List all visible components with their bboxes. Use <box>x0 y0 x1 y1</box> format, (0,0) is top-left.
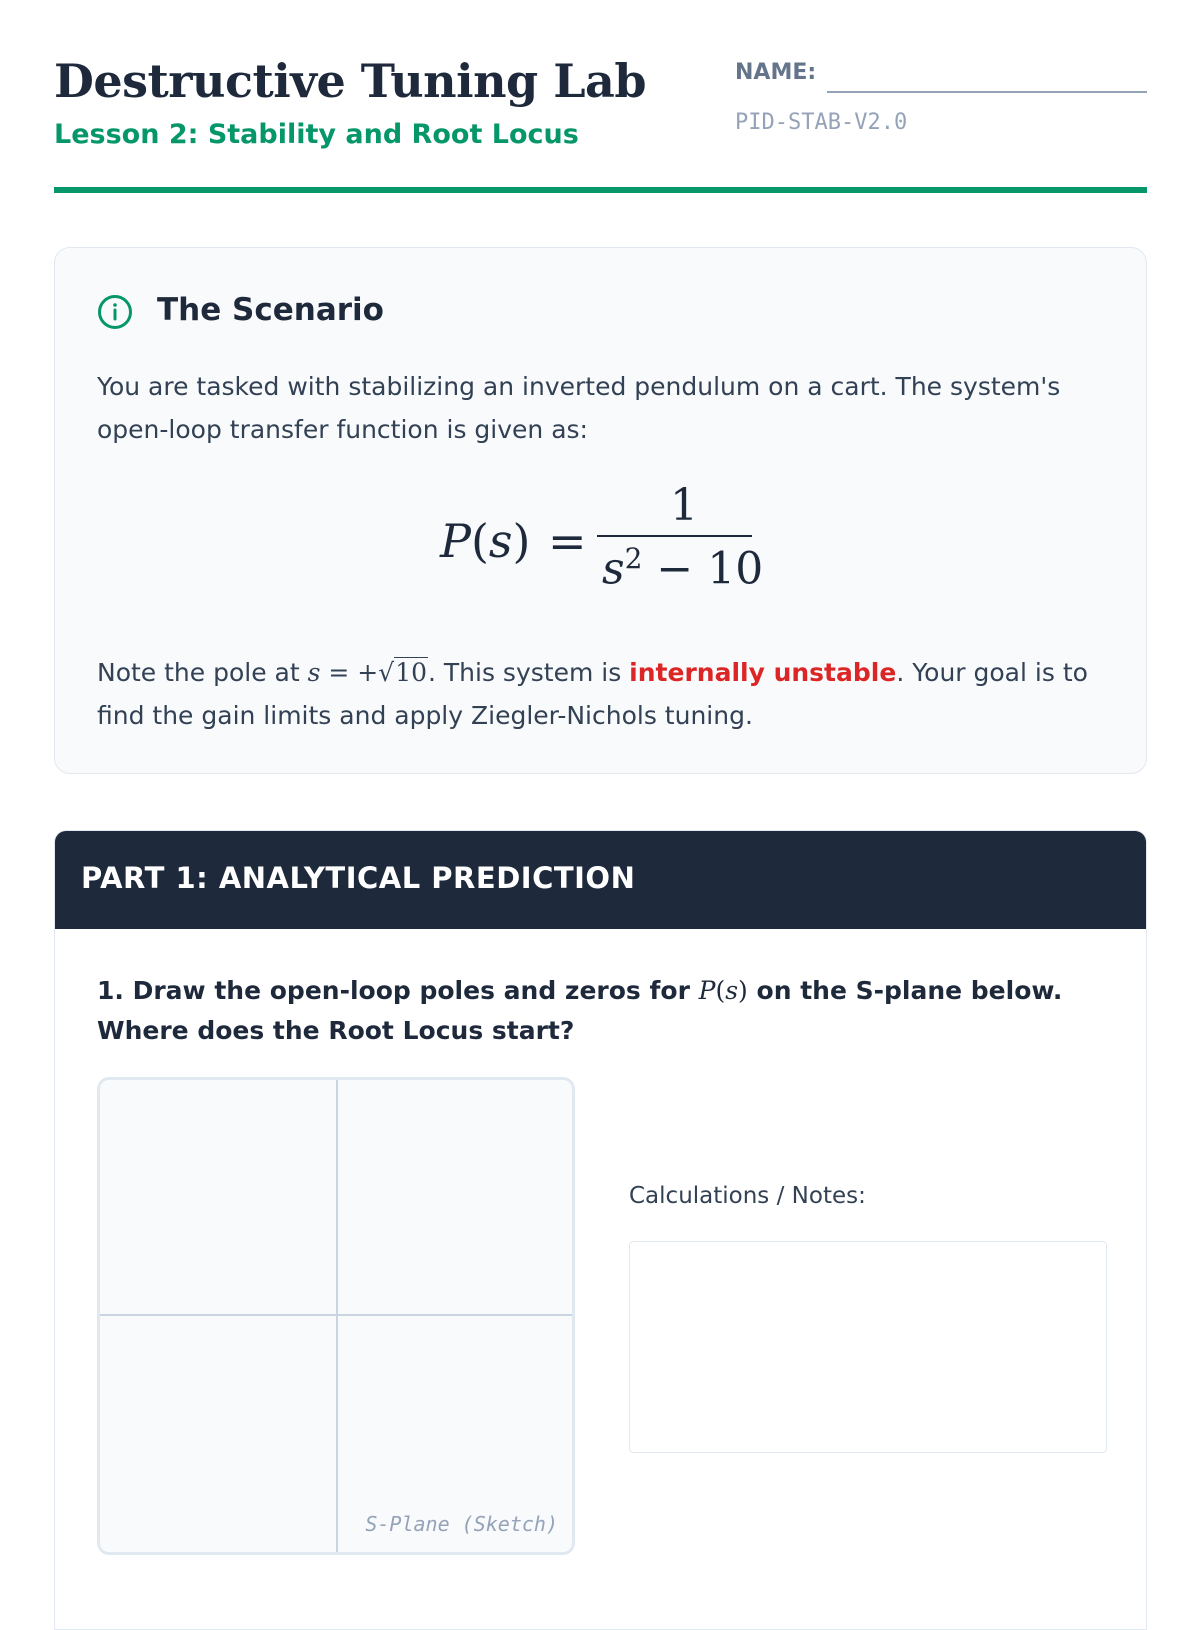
page-title: Destructive Tuning Lab <box>54 54 647 108</box>
part1-title: PART 1: ANALYTICAL PREDICTION <box>81 861 636 895</box>
formula-lhs: P(s) <box>440 514 531 568</box>
imaginary-axis <box>336 1080 338 1552</box>
name-input-line[interactable] <box>827 91 1147 93</box>
question-1: 1. Draw the open-loop poles and zeros for P(s) on the S-plane below. Where does the Root Locus start? <box>97 976 1063 1045</box>
unstable-highlight: internally unstable <box>629 658 897 687</box>
question-math: P(s) <box>698 976 748 1005</box>
notes-box[interactable] <box>629 1241 1107 1453</box>
formula-denominator: $s^2 - 10$ <box>602 542 764 595</box>
version-code: PID-STAB-V2.0 <box>735 110 908 135</box>
pole-expression: s = +√10 <box>307 658 427 687</box>
formula-equals: = <box>548 514 587 568</box>
s-plane-label: S-Plane (Sketch) <box>365 1512 558 1536</box>
part1-panel <box>54 830 1147 1630</box>
lesson-subtitle: Lesson 2: Stability and Root Locus <box>54 119 579 150</box>
scenario-heading: The Scenario <box>157 292 384 328</box>
info-icon <box>97 294 133 330</box>
notes-label: Calculations / Notes: <box>629 1183 866 1209</box>
header-divider <box>54 187 1147 193</box>
real-axis <box>100 1314 572 1316</box>
fraction-bar <box>597 535 752 537</box>
part1-header <box>55 831 1146 929</box>
scenario-note: Note the pole at s = +√10. This system is internally unstable. Your goal is to find the gain limits and apply Ziegler-Nichols tuning. <box>97 658 1088 730</box>
scenario-intro: You are tasked with stabilizing an inverted pendulum on a cart. The system's open-loop transfer function is given as: <box>97 372 1061 444</box>
transfer-function-formula <box>440 480 780 598</box>
scenario-card <box>54 247 1147 774</box>
name-label: NAME: <box>735 60 817 85</box>
formula-numerator: 1 <box>670 480 698 531</box>
s-plane-sketch-area[interactable] <box>97 1077 575 1555</box>
